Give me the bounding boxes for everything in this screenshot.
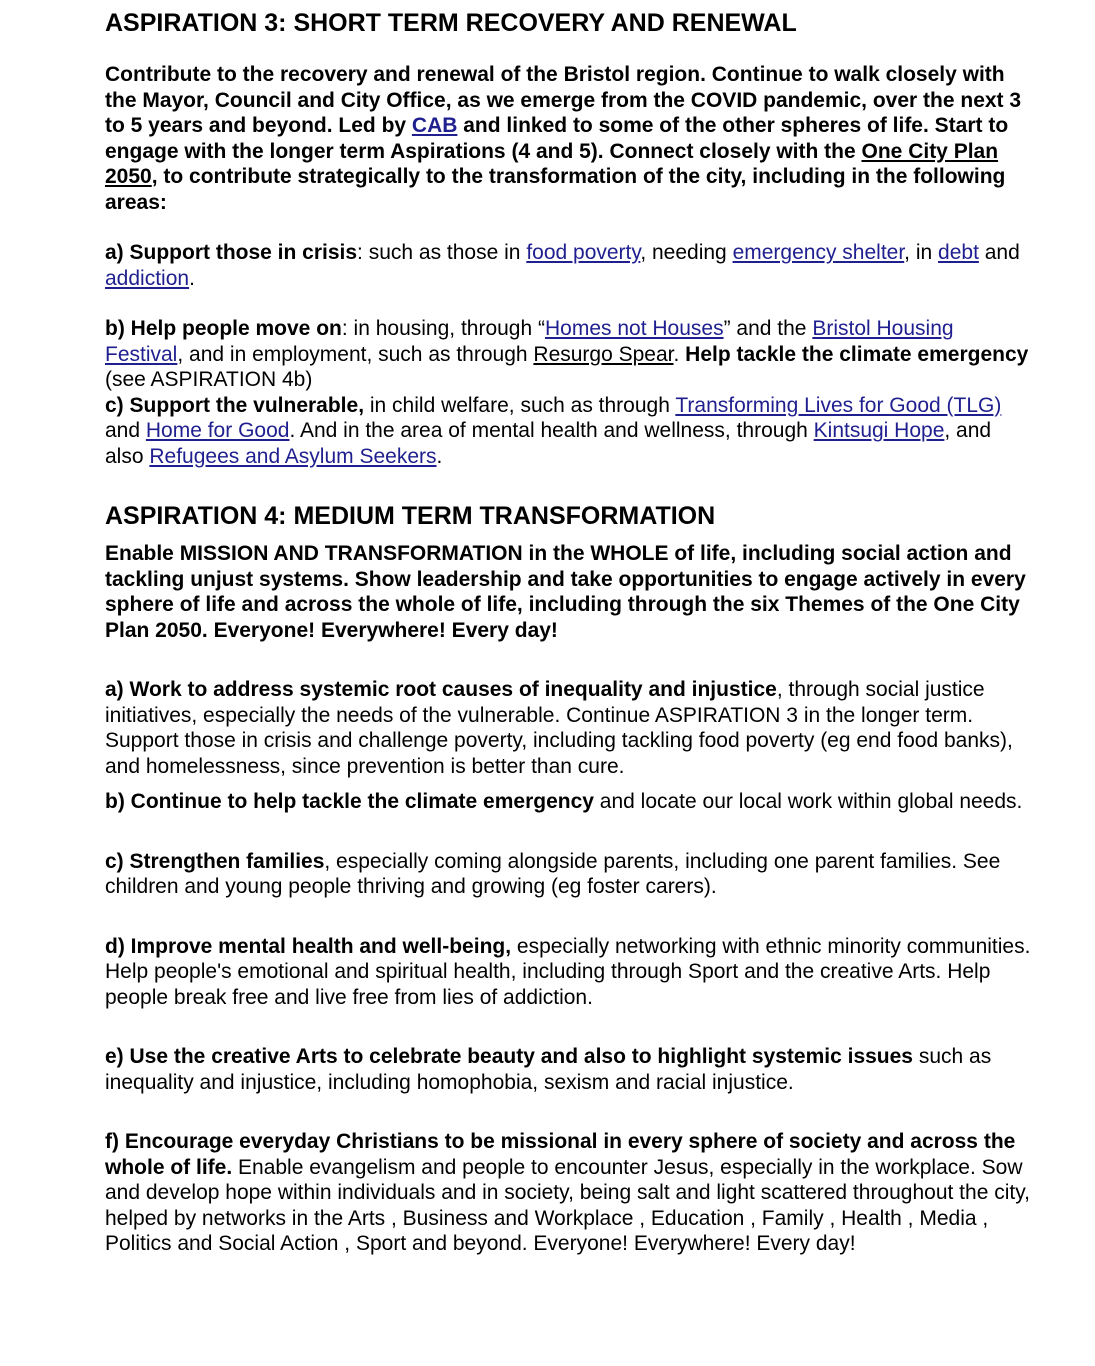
aspiration-3-item-a: a) Support those in crisis: such as those in food poverty, needing emergency shelter, in debt and addiction.: [105, 241, 1020, 290]
refugees-asylum-seekers-link[interactable]: Refugees and Asylum Seekers: [149, 444, 437, 468]
aspiration-4-intro: Enable MISSION AND TRANSFORMATION in the WHOLE of life, including social action and tackling unjust systems. Show leadership and take opportunities to engage actively in every sphere of life and across the whole of life, including through the six Themes of the One City Plan 2050. Everyone! Everywhere! Every day!: [105, 542, 1026, 642]
one-city-plan-link[interactable]: One City Plan 2050: [105, 139, 999, 188]
aspiration-3-heading: ASPIRATION 3: SHORT TERM RECOVERY AND RENEWAL: [105, 9, 797, 37]
aspiration-4-heading: ASPIRATION 4: MEDIUM TERM TRANSFORMATION: [105, 502, 716, 530]
aspiration-4-item-f: f) Encourage everyday Christians to be missional in every sphere of society and across the whole of life. Enable evangelism and people to encounter Jesus, especially in the workplace. Sow and develop hope within individuals and in society, being salt and light scattered throughout the city, helped by networks in the Arts , Business and Workplace , Education , Family , Health , Media , Politics and Social Action , Sport and beyond. Everyone! Everywhere! Every day!: [105, 1130, 1030, 1255]
emergency-shelter-link[interactable]: emergency shelter: [732, 241, 905, 264]
bristol-housing-festival-link[interactable]: Bristol Housing Festival: [105, 317, 954, 366]
aspiration-4-item-a: a) Work to address systemic root causes of inequality and injustice, through social justice initiatives, especially the needs of the vulnerable. Continue ASPIRATION 3 in the longer term. Support those in crisis and challenge poverty, including tackling food poverty (eg end food banks), and homelessness, since prevention is better than cure.: [105, 678, 1013, 778]
resurgo-spear-link[interactable]: Resurgo Spear: [533, 342, 674, 366]
aspiration-4-item-b: b) Continue to help tackle the climate emergency and locate our local work within global needs.: [105, 790, 1023, 813]
home-for-good-link[interactable]: Home for Good: [145, 419, 290, 442]
aspiration-4-item-c: c) Strengthen families, especially coming alongside parents, including one parent families. See children and young people thriving and growing (eg foster carers).: [105, 849, 1001, 898]
tlg-link[interactable]: Transforming Lives for Good (TLG): [675, 393, 1002, 417]
aspiration-4-item-d: d) Improve mental health and well-being, especially networking with ethnic minority communities. Help people's emotional and spiritual health, including through Sport and the creative Arts. Help people break free and live free from lies of addiction.: [105, 934, 1031, 1009]
homes-not-houses-link[interactable]: Homes not Houses: [545, 317, 724, 340]
aspiration-3-item-b: b) Help people move on: in housing, through “Homes not Houses” and the Bristol Housing Festival, and in employment, such as through Resurgo Spear. Help tackle the climate emergency (see ASPIRATION 4b): [105, 317, 1029, 391]
aspiration-3-intro: Contribute to the recovery and renewal of the Bristol region. Continue to walk closely with the Mayor, Council and City Office, as we emerge from the COVID pandemic, over the next 3 to 5 years and beyond. Led by CAB and linked to some of the other spheres of life. Start to engage with the longer term Aspirations (4 and 5). Connect closely with the One City Plan 2050, to contribute strategically to the transformation of the city, including in the following areas:: [105, 63, 1022, 214]
aspiration-4-item-e: e) Use the creative Arts to celebrate beauty and also to highlight systemic issues such as inequality and injustice, including homophobia, sexism and racial injustice.: [105, 1045, 992, 1094]
debt-link[interactable]: debt: [938, 241, 979, 264]
addiction-link[interactable]: addiction: [105, 266, 190, 290]
kintsugi-hope-link[interactable]: Kintsugi Hope: [813, 419, 945, 442]
aspiration-3-item-c: c) Support the vulnerable, in child welfare, such as through Transforming Lives for Good (TLG) and Home for Good. And in the area of mental health and wellness, through Kintsugi Hope, and also Refugees and Asylum Seekers.: [105, 393, 1002, 468]
food-poverty-link[interactable]: food poverty: [526, 241, 641, 264]
cab-link[interactable]: CAB: [411, 114, 458, 137]
